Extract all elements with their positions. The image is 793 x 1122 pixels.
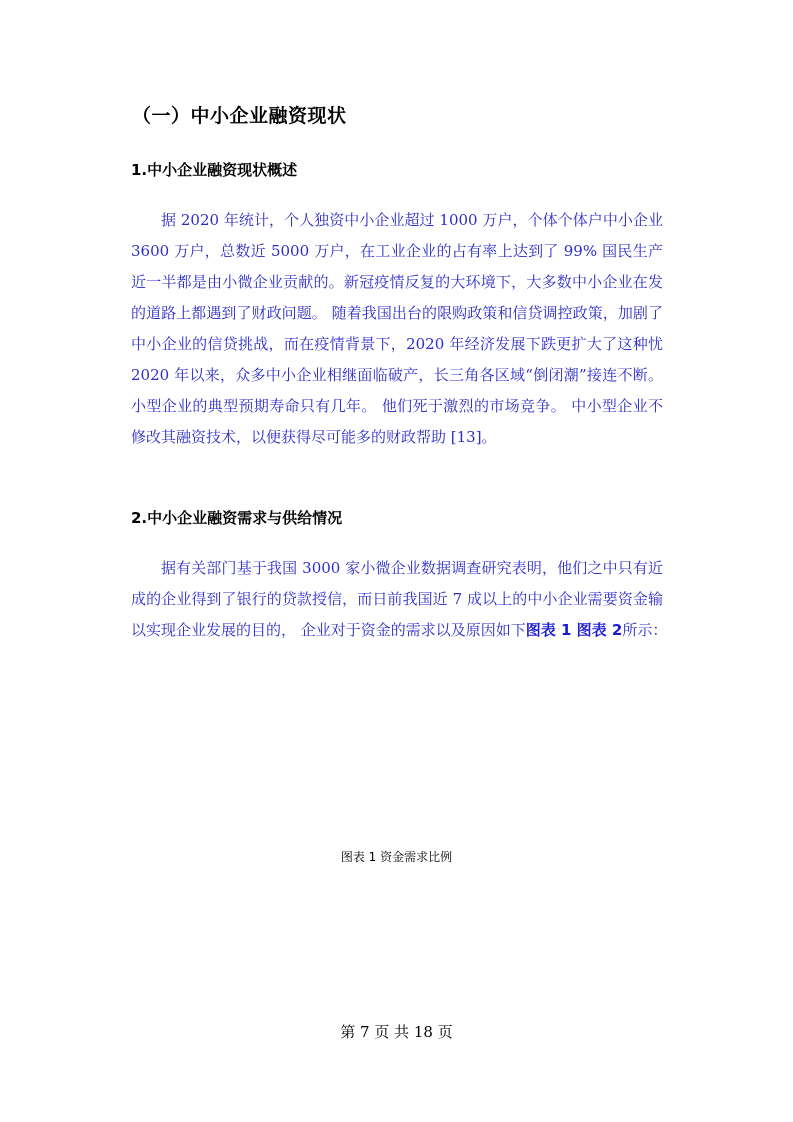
section-heading: （一）中小企业融资现状 (132, 105, 347, 127)
paragraph-line: 据 2020 年统计，个人独资中小企业超过 1000 万户，个体个体户中小企业 (161, 211, 663, 229)
subsection-heading-demand-supply: 2.中小企业融资需求与供给情况 (131, 509, 343, 527)
figure-caption: 图表 1 资金需求比例 (340, 850, 453, 864)
paragraph-demand-supply (131, 553, 668, 646)
paragraph-text: 以实现企业发展的目的， 企业对于资金的需求以及原因如下 (131, 621, 526, 639)
figure-reference-link[interactable]: 图表 1 图表 2 (525, 621, 623, 639)
paragraph-line: 2020 年以来，众多中小企业相继面临破产，长三角各区域“倒闭潮”接连不断。 (131, 366, 663, 384)
subsection-heading-overview: 1.中小企业融资现状概述 (131, 161, 298, 179)
paragraph-line-with-ref (131, 615, 668, 646)
paragraph-text: 所示： (622, 621, 668, 639)
paragraph-line: 据有关部门基于我国 3000 家小微企业数据调查研究表明，他们之中只有近 (161, 559, 663, 577)
paragraph-overview (131, 205, 663, 453)
page-footer: 第 7 页 共 18 页 (340, 1023, 453, 1041)
paragraph-line: 成的企业得到了银行的贷款授信，而日前我国近 7 成以上的中小企业需要资金输 (131, 590, 663, 608)
paragraph-line: 修改其融资技术，以便获得尽可能多的财政帮助 [13]。 (131, 428, 497, 446)
paragraph-line: 近一半都是由小微企业贡献的。新冠疫情反复的大环境下，大多数中小企业在发 (131, 273, 663, 291)
paragraph-line: 3600 万户，总数近 5000 万户，在工业企业的占有率上达到了 99% 国民生产 (131, 242, 663, 260)
paragraph-line: 中小企业的信贷挑战，而在疫情背景下，2020 年经济发展下跌更扩大了这种忧 (131, 335, 663, 353)
paragraph-line: 小型企业的典型预期寿命只有几年。 他们死于激烈的市场竞争。 中小型企业不 (131, 397, 663, 415)
paragraph-line: 的道路上都遇到了财政问题。 随着我国出台的限购政策和信贷调控政策，加剧了 (131, 304, 663, 322)
